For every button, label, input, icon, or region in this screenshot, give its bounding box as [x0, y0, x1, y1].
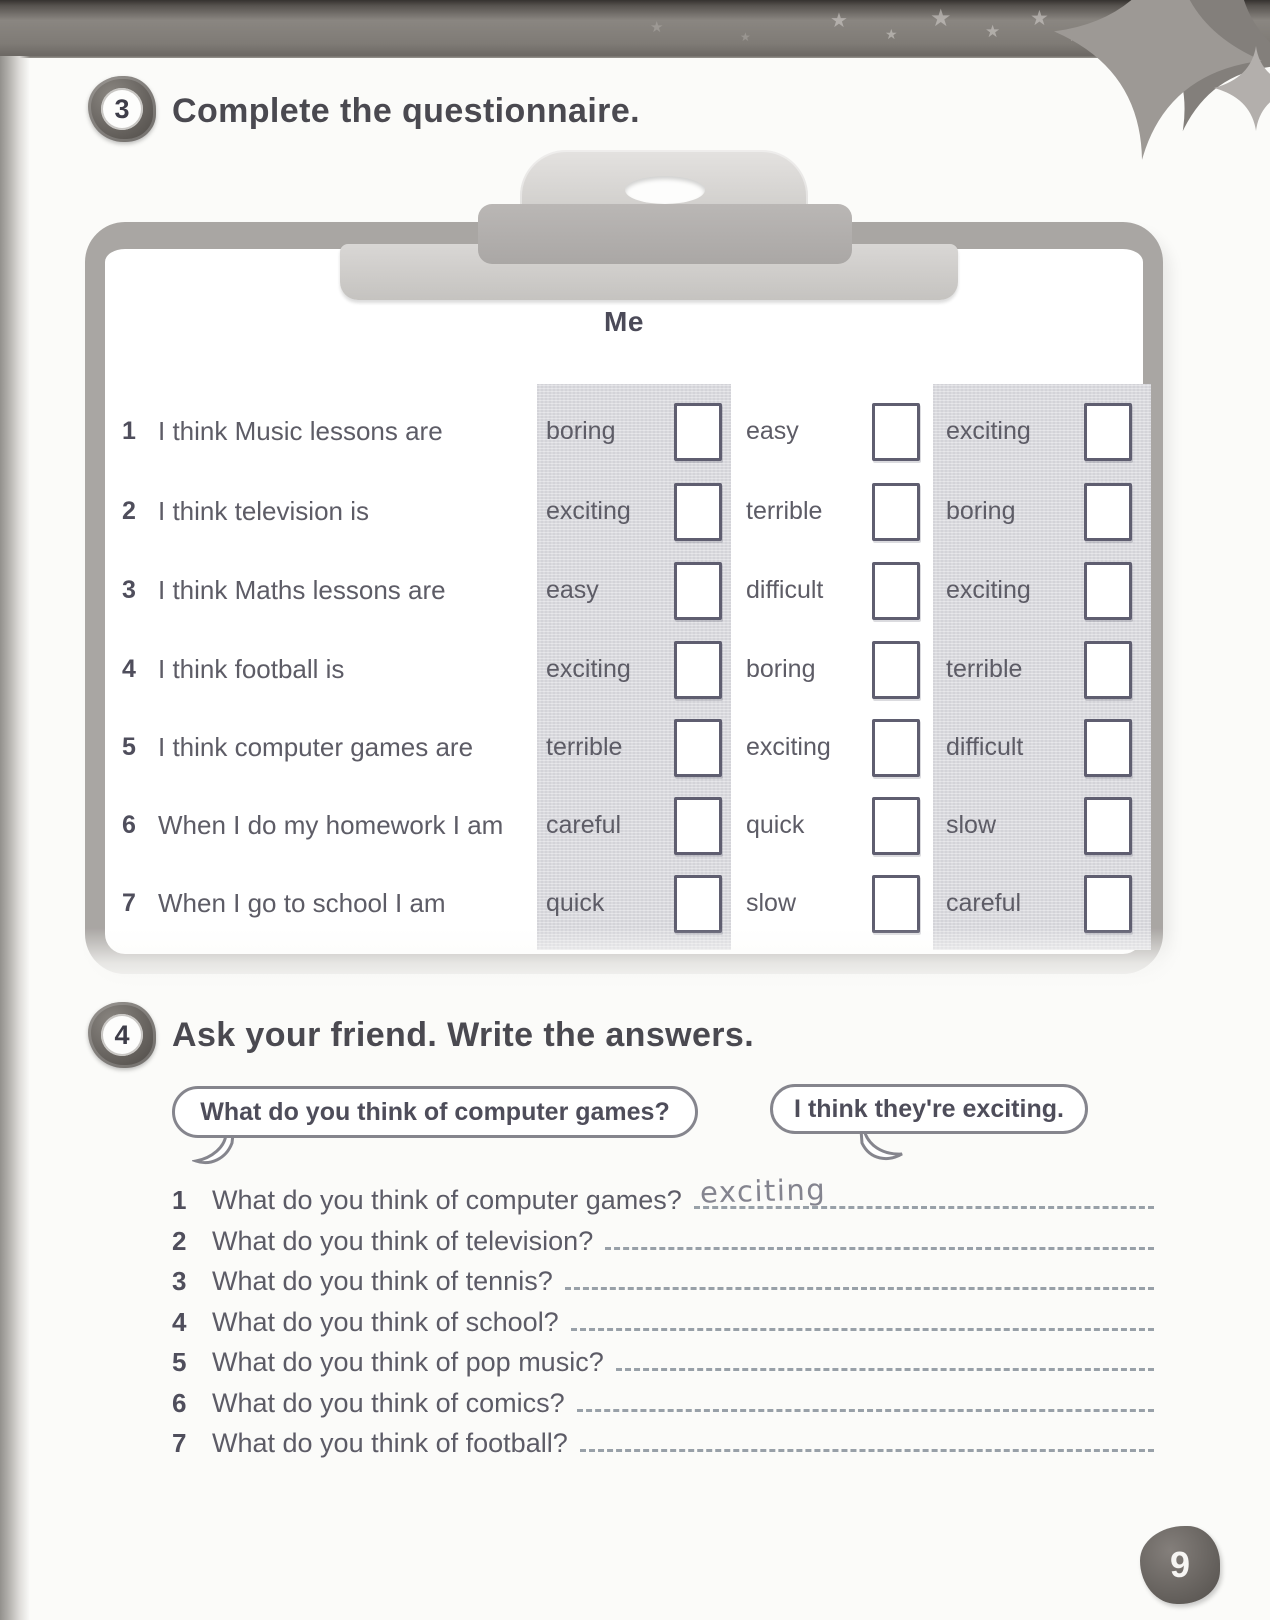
- answer-speech-bubble: I think they're exciting.: [770, 1084, 1088, 1134]
- star-icon: ★: [885, 26, 898, 42]
- option-label-2: difficult: [746, 576, 824, 604]
- option-checkbox-1[interactable]: [674, 483, 722, 541]
- handwritten-answer: exciting: [699, 1172, 827, 1210]
- option-checkbox-1[interactable]: [674, 641, 722, 699]
- row-number: 7: [122, 889, 136, 917]
- question-text: What do you think of pop music?: [212, 1347, 604, 1377]
- option-checkbox-1[interactable]: [674, 719, 722, 777]
- option-label-3: difficult: [946, 733, 1024, 761]
- page-number-badge: [1140, 1526, 1220, 1604]
- question-text: What do you think of school?: [212, 1307, 559, 1337]
- option-label-1: easy: [546, 576, 599, 604]
- clipboard-hole: [625, 176, 705, 204]
- badge-number: 4: [101, 1014, 143, 1056]
- answer-line[interactable]: [571, 1328, 1154, 1331]
- question-row: [172, 1263, 1154, 1297]
- option-label-1: careful: [546, 811, 622, 839]
- question-number: 2: [172, 1226, 187, 1256]
- questionnaire-row: [118, 482, 1158, 540]
- questionnaire-row: [118, 718, 1158, 776]
- badge-number: 3: [101, 88, 143, 130]
- question-text: What do you think of television?: [212, 1226, 594, 1256]
- question-text: What do you think of football?: [212, 1428, 568, 1458]
- question-text: What do you think of comics?: [212, 1388, 565, 1418]
- row-statement: When I do my homework I am: [158, 810, 504, 840]
- question-number: 5: [172, 1347, 187, 1377]
- option-label-2: terrible: [746, 497, 823, 525]
- option-label-1: boring: [546, 417, 616, 445]
- option-label-3: exciting: [946, 417, 1031, 445]
- option-label-2: boring: [746, 655, 816, 683]
- exercise-4-title: Ask your friend. Write the answers.: [172, 1016, 755, 1054]
- question-row: [172, 1223, 1154, 1257]
- exercise-4-badge: [88, 1002, 156, 1068]
- question-row: [172, 1172, 1154, 1216]
- questionnaire-row: [118, 402, 1158, 460]
- option-checkbox-2[interactable]: [872, 641, 920, 699]
- question-row: [172, 1385, 1154, 1419]
- star-icon: ★: [650, 19, 664, 36]
- option-label-1: exciting: [546, 655, 631, 683]
- row-number: 1: [122, 417, 136, 445]
- row-statement: I think computer games are: [158, 732, 474, 762]
- option-checkbox-3[interactable]: [1084, 797, 1132, 855]
- question-number: 1: [172, 1185, 187, 1215]
- exercise-3-badge: [88, 76, 156, 142]
- option-checkbox-1[interactable]: [674, 403, 722, 461]
- questionnaire-row: [118, 640, 1158, 698]
- option-label-2: exciting: [746, 733, 831, 761]
- option-checkbox-2[interactable]: [872, 719, 920, 777]
- star-icon: ★: [985, 22, 1001, 41]
- option-checkbox-1[interactable]: [674, 875, 722, 933]
- option-label-3: exciting: [946, 576, 1031, 604]
- option-checkbox-3[interactable]: [1084, 875, 1132, 933]
- question-row: [172, 1344, 1154, 1378]
- star-icon: ★: [1030, 7, 1049, 30]
- speech-bubble-tail-icon: [856, 1129, 908, 1165]
- option-checkbox-3[interactable]: [1084, 403, 1132, 461]
- page-gutter-shadow: [0, 56, 30, 1620]
- row-statement: I think Maths lessons are: [158, 575, 446, 605]
- question-text: What do you think of tennis?: [212, 1266, 553, 1296]
- option-checkbox-3[interactable]: [1084, 562, 1132, 620]
- row-statement: When I go to school I am: [158, 888, 446, 918]
- answer-line[interactable]: [605, 1247, 1154, 1250]
- option-checkbox-2[interactable]: [872, 562, 920, 620]
- option-label-2: quick: [746, 811, 805, 839]
- option-checkbox-3[interactable]: [1084, 719, 1132, 777]
- question-number: 6: [172, 1388, 187, 1418]
- questionnaire-row: [118, 561, 1158, 619]
- option-label-3: careful: [946, 889, 1022, 917]
- question-text: What do you think of computer games?: [212, 1185, 682, 1215]
- option-checkbox-3[interactable]: [1084, 641, 1132, 699]
- sparkle-star-icon: [1008, 0, 1270, 191]
- option-label-2: easy: [746, 417, 799, 445]
- row-statement: I think Music lessons are: [158, 416, 443, 446]
- question-row: [172, 1425, 1154, 1459]
- option-checkbox-2[interactable]: [872, 483, 920, 541]
- answer-line[interactable]: [577, 1409, 1154, 1412]
- option-label-3: slow: [946, 811, 997, 839]
- row-number: 3: [122, 576, 136, 604]
- star-icon: ★: [740, 30, 751, 44]
- questionnaire-header: Me: [604, 306, 644, 337]
- option-checkbox-2[interactable]: [872, 875, 920, 933]
- clipboard-clip-upper: [478, 204, 852, 264]
- question-number: 7: [172, 1428, 187, 1458]
- questionnaire-row: [118, 874, 1158, 932]
- option-label-3: boring: [946, 497, 1016, 525]
- option-checkbox-2[interactable]: [872, 797, 920, 855]
- answer-line[interactable]: [694, 1172, 1154, 1210]
- option-label-1: quick: [546, 889, 605, 917]
- star-icon: ★: [830, 10, 848, 32]
- answer-line[interactable]: [565, 1287, 1154, 1290]
- option-checkbox-1[interactable]: [674, 797, 722, 855]
- question-number: 4: [172, 1307, 187, 1337]
- row-number: 4: [122, 655, 136, 683]
- option-label-2: slow: [746, 889, 797, 917]
- row-number: 2: [122, 497, 136, 525]
- question-speech-bubble: What do you think of computer games?: [172, 1086, 698, 1138]
- page-number: 9: [1169, 1544, 1191, 1585]
- option-label-3: terrible: [946, 655, 1023, 683]
- option-checkbox-1[interactable]: [674, 562, 722, 620]
- row-statement: I think football is: [158, 654, 345, 684]
- row-statement: I think television is: [158, 496, 369, 526]
- answer-line[interactable]: [580, 1449, 1154, 1452]
- question-number: 3: [172, 1266, 187, 1296]
- option-checkbox-3[interactable]: [1084, 483, 1132, 541]
- option-label-1: exciting: [546, 497, 631, 525]
- exercise-3-title: Complete the questionnaire.: [172, 92, 640, 130]
- questionnaire-row: [118, 796, 1158, 854]
- row-number: 5: [122, 733, 136, 761]
- option-checkbox-2[interactable]: [872, 403, 920, 461]
- star-icon: ★: [930, 5, 952, 32]
- question-row: [172, 1304, 1154, 1338]
- speech-bubble-tail-icon: [192, 1133, 240, 1169]
- row-number: 6: [122, 811, 136, 839]
- answer-line[interactable]: [616, 1368, 1154, 1371]
- option-label-1: terrible: [546, 733, 623, 761]
